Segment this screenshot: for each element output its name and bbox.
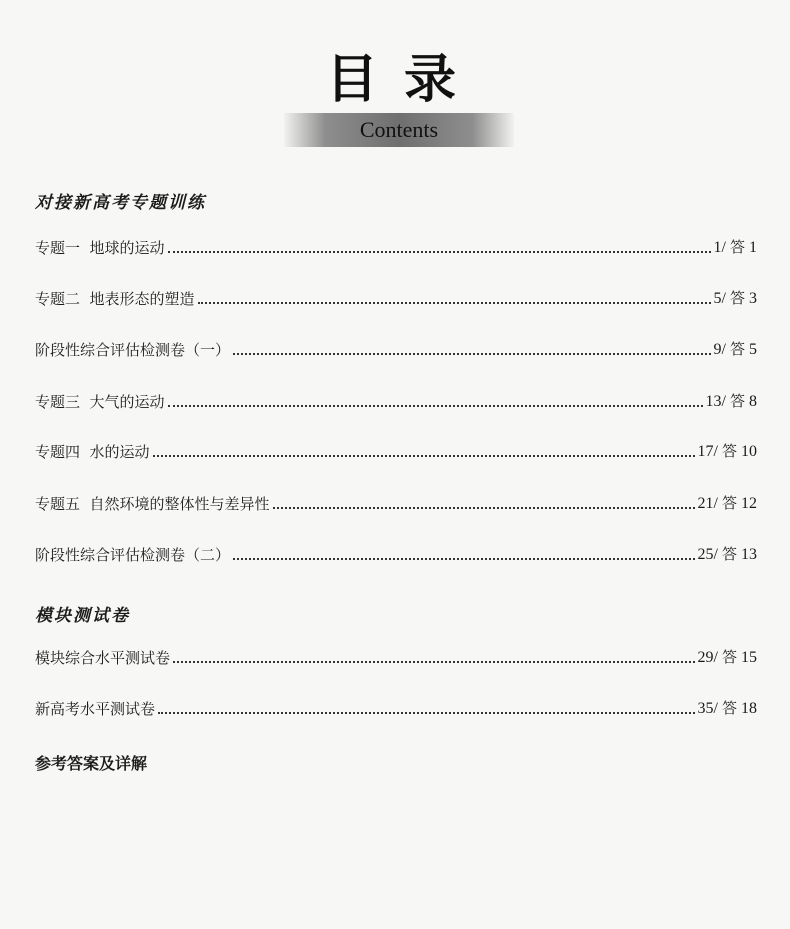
leader-dots — [153, 455, 695, 457]
toc-entry-page: 5/ 答 3 — [713, 289, 757, 307]
leader-dots — [168, 405, 703, 407]
toc-entry-label: 专题五 自然环境的整体性与差异性 — [35, 495, 270, 513]
section-heading-module-tests: 模块测试卷 — [35, 606, 130, 626]
contents-banner — [284, 113, 514, 147]
toc-entry-label: 新高考水平测试卷 — [35, 700, 156, 718]
toc-entry-page: 17/ 答 10 — [697, 442, 757, 460]
toc-entry-page: 29/ 答 15 — [697, 648, 757, 666]
toc-entry[interactable] — [35, 647, 757, 669]
page-number: 29 — [697, 649, 714, 666]
leader-dots — [173, 661, 695, 663]
toc-entry-page: 9/ 答 5 — [713, 340, 757, 358]
toc-entry-label: 阶段性综合评估检测卷（二） — [35, 546, 231, 564]
answer-page-number: 8 — [749, 393, 757, 410]
toc-entry[interactable] — [35, 493, 757, 515]
answer-page-number: 10 — [741, 443, 757, 460]
answer-page-number: 15 — [741, 649, 757, 666]
page-number: 13 — [705, 393, 722, 410]
page-number: 21 — [697, 495, 714, 512]
answer-page-number: 12 — [741, 495, 757, 512]
page-number: 9 — [713, 341, 722, 358]
leader-dots — [233, 353, 711, 355]
page-number: 5 — [713, 290, 722, 307]
answer-prefix: 答 — [729, 289, 745, 307]
answers-heading[interactable]: 参考答案及详解 — [35, 754, 148, 773]
toc-entry-page: 1/ 答 1 — [713, 238, 757, 256]
answer-prefix: 答 — [721, 545, 737, 563]
toc-entry[interactable] — [35, 339, 757, 361]
leader-dots — [233, 558, 695, 560]
toc-entry[interactable] — [35, 441, 757, 463]
contents-subtitle: Contents — [359, 117, 439, 142]
toc-entry[interactable] — [35, 237, 757, 259]
section-heading-training: 对接新高考专题训练 — [35, 193, 206, 213]
toc-entry-label: 阶段性综合评估检测卷（一） — [35, 341, 231, 359]
toc-entry-label: 专题一 地球的运动 — [35, 239, 165, 257]
toc-entry-label: 专题二 地表形态的塑造 — [35, 290, 195, 308]
page-number: 25 — [697, 546, 714, 563]
toc-entry-label: 专题三 大气的运动 — [35, 393, 165, 411]
toc-entry-label: 专题四 水的运动 — [35, 443, 150, 461]
toc-entry[interactable] — [35, 288, 757, 310]
page-number: 35 — [697, 700, 714, 717]
answer-page-number: 3 — [749, 290, 757, 307]
leader-dots — [168, 251, 711, 253]
toc-entry-page: 35/ 答 18 — [697, 699, 757, 717]
answer-page-number: 18 — [741, 700, 757, 717]
answer-prefix: 答 — [721, 494, 737, 512]
toc-entry[interactable] — [35, 544, 757, 566]
answer-prefix: 答 — [721, 648, 737, 666]
answer-prefix: 答 — [721, 442, 737, 460]
toc-entry-page: 21/ 答 12 — [697, 494, 757, 512]
page-number: 17 — [697, 443, 714, 460]
page-number: 1 — [713, 239, 722, 256]
answer-prefix: 答 — [729, 238, 745, 256]
answer-prefix: 答 — [721, 699, 737, 717]
toc-entry-page: 25/ 答 13 — [697, 545, 757, 563]
page-title: 目录 — [325, 49, 482, 110]
toc-entry[interactable] — [35, 698, 757, 720]
leader-dots — [273, 507, 695, 509]
leader-dots — [158, 712, 695, 714]
toc-entry-label: 模块综合水平测试卷 — [35, 649, 171, 667]
answer-prefix: 答 — [729, 340, 745, 358]
answer-prefix: 答 — [729, 392, 745, 410]
toc-entry-page: 13/ 答 8 — [705, 392, 757, 410]
toc-entry[interactable] — [35, 391, 757, 413]
leader-dots — [198, 302, 711, 304]
answer-page-number: 13 — [741, 546, 757, 563]
answer-page-number: 5 — [749, 341, 757, 358]
answer-page-number: 1 — [749, 239, 757, 256]
